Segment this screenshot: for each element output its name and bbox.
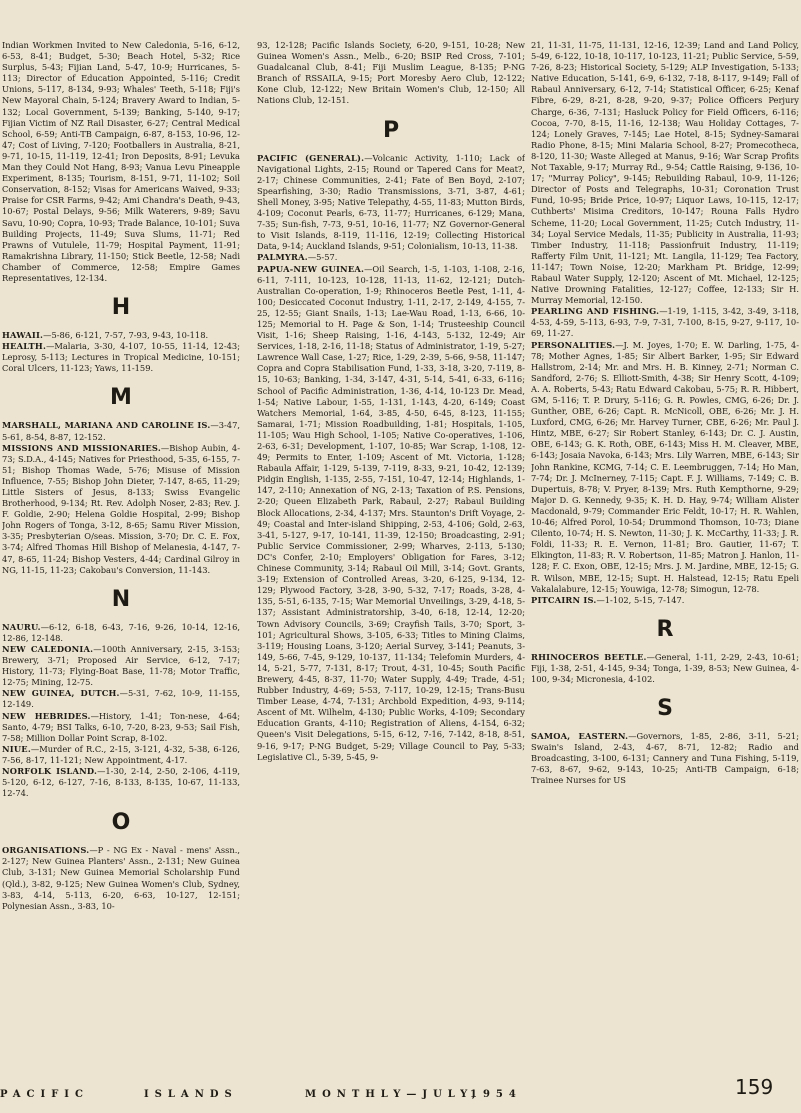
index-entry xyxy=(2,622,240,644)
footer-year: 1954 xyxy=(470,1089,522,1100)
index-entry-references: —General, 1-11, 2-29, 2-43, 10-61; Fiji, 1-38, 2-51, 4-145, 9-34; Tonga, 1-39, 8-53; New Guinea, 4-100, 9-34; Micronesia, 4-102. xyxy=(531,651,799,684)
index-entry xyxy=(531,731,799,786)
section-letter: R xyxy=(656,616,674,642)
index-entry-references: —1-19, 1-115, 3-42, 3-49, 3-118, 4-53, 4-59, 5-113, 6-93, 7-9, 7-31, 7-100, 8-15, 9-27, 9-117, 10-69, 11-27. xyxy=(531,306,799,339)
index-entry-heading: ORGANISATIONS. xyxy=(2,845,90,856)
index-entry-references: —Malaria, 3-30, 4-107, 10-55, 11-14, 12-43; Leprosy, 5-113; Lectures in Tropical Medicine, 10-151; Coral Ulcers, 11-123; Yaws, 11-159. xyxy=(2,341,240,374)
index-entry xyxy=(531,340,799,595)
index-entry xyxy=(2,644,240,688)
section-letter: N xyxy=(111,586,131,612)
index-entry-references: —Bishop Aubin, 4-73; S.D.A., 4-145; Natives for Priesthood, 5-35, 6-155, 7-51; Bishop Thomas Wade, 5-76; Misuse of Mission Influence, 7-55; Bishop John Dieter, 7-147, 8-65, 11-29; Little Sisters of Jesus, 8-133; Swiss Evangelic Brotherhood, 9-134; Rt. Rev. Adolph Noser, 2-83; Rev. J. F. Goldie, 2-90; Helena Goldie Hospital, 2-99; Bishop John Rogers of Tonga, 3-12, 8-65; Samu River Mission, 3-35; Presbyterian O/seas. Mission, 3-70; Dr. C. E. Fox, 3-74; Alfred Thomas Hill Bishop of Melanesia, 4-147, 7-47, 8-65, 11-24; Bishop Vesters, 4-44; Cardinal Gilroy in NG, 11-15, 11-23; Cakobau's Conversion, 11-143. xyxy=(2,442,240,575)
index-entry-heading: HEALTH. xyxy=(2,341,47,352)
index-entry-references: 21, 11-31, 11-75, 11-131, 12-16, 12-39; Land and Land Policy, 5-49, 6-122, 10-18, 10-117, 10-123, 11-21; Public Service, 5-59, 7-26, 8-23; Historical Society, 5-129; ALP Investigation, 5-133; Native Education, 5-141, 6-9, 6-132, 7-18, 8-117, 9-149; Fall of Rabaul Anniversary, 6-12, 7-14; Statistical Officer, 6-25; Kenaf Fibre, 6-29, 8-21, 8-28, 9-20, 9-37; Police Officers Perjury Charge, 6-36, 7-131; Hasluck Policy for Field Officers, 6-116; Cocoa, 7-70, 8-15, 11-16, 12-138; Wau Holiday Cottages, 7-124; Lonely Graves, 7-145; Lae Hotel, 8-15; Sydney-Samarai Radio Phone, 8-15; Mini Malaria School, 8-27; Promecotheca, 8-120, 11-30; Waste Alleged at Manus, 9-16; War Scrap Profits Not Taxable, 9-17; Murray Rd., 9-54; Cattle Raising, 9-136, 10-17; "Murray Policy", 9-145; Rebuilding Rabaul, 10-9, 11-126; Director of Posts and Telegraphs, 10-31; Coronation Trust Fund, 10-95; Bride Price, 10-97; Liquor Laws, 10-115, 12-17; Cuthberts' Misima Creditors, 10-147; Rouna Falls Hydro Scheme, 11-20; Local Government, 11-25; Cutch Industry, 11-34; Loyal Service Medals, 11-35; Publicity in Australia, 11-93; Timber Industry, 11-118; Passionfruit Industry, 11-119; Rafferty Film Unit, 11-121; Mt. Langila, 11-129; Tea Factory, 11-147; Town Noise, 12-20; Markham Pt. Bridge, 12-99; Rabaul Water Supply, 12-120; Ascent of Mt. Michael, 12-125; Native Drowning Fatalities, 12-127; Coffee, 12-133; Sir H. Murray Memorial, 12-150. xyxy=(531,40,799,306)
index-entry-references: —Governors, 1-85, 2-86, 3-11, 5-21; Swain's Island, 2-43, 4-67, 8-71, 12-82; Radio and Broadcasting, 3-100, 6-131; Cannery and Tuna Fishing, 5-119, 7-63, 8-67, 9-62, 9-143, 10-25; Anti-TB Campaign, 6-18; Trainee Nurses for US xyxy=(531,731,799,786)
index-entry xyxy=(2,341,240,374)
index-entry xyxy=(531,306,799,339)
index-column-middle xyxy=(257,40,525,1075)
index-entry-heading: NAURU. xyxy=(2,621,41,632)
index-entry xyxy=(2,688,240,710)
index-entry-heading: MARSHALL, MARIANA AND CAROLINE IS. xyxy=(2,420,211,431)
index-entry-heading: NORFOLK ISLAND. xyxy=(2,765,98,776)
index-entry xyxy=(2,40,240,284)
index-entry xyxy=(531,595,799,606)
index-entry xyxy=(531,40,799,306)
index-entry-heading: SAMOA, EASTERN. xyxy=(531,731,629,742)
index-entry xyxy=(2,711,240,744)
index-entry-references: —6-12, 6-18, 6-43, 7-16, 9-26, 10-14, 12-16, 12-86, 12-148. xyxy=(2,621,240,643)
index-entry-heading: PERSONALITIES. xyxy=(531,339,616,350)
index-entry-heading: PAPUA-NEW GUINEA. xyxy=(257,263,365,274)
index-entry-heading: NEW GUINEA, DUTCH. xyxy=(2,688,120,699)
index-entry-references: —P - NG Ex - Naval - mens' Assn., 2-127; New Guinea Planters' Assn., 2-131; New Guinea Club, 3-131; New Guinea Memorial Scholarship Fund (Qld.), 3-82, 9-125; New Guinea Women's Club, Sydney, 3-83, 4-14, 5-113, 6-20, 6-63, 10-127, 12-151; Polynesian Assn., 3-83, 10- xyxy=(2,845,240,911)
index-entry-references: —1-102, 5-15, 7-147. xyxy=(596,594,685,605)
index-column-left xyxy=(2,40,240,1075)
index-entry-references: —1-30, 2-14, 2-50, 2-106, 4-119, 5-120, 6-12, 6-127, 7-16, 8-133, 8-135, 10-67, 11-133, 12-74. xyxy=(2,765,240,799)
index-entry-heading: PITCAIRN IS. xyxy=(531,594,597,605)
index-entry-references: 93, 12-128; Pacific Islands Society, 6-20, 9-151, 10-28; New Guinea Women's Assn., Melb., 6-20; BSIP Red Cross, 7-101; Guadalcanal Club, 8-41; Fiji Muslim League, 8-135; P-NG Branch of RSSAILA, 9-15; Port Moresby Aero Club, 12-122; Kone Club, 12-122; New Britain Women's Club, 12-150; All Nations Club, 12-151. xyxy=(257,40,525,106)
index-entry xyxy=(2,443,240,576)
index-entry-references: —Volcanic Activity, 1-110; Lack of Navigational Lights, 2-15; Round or Tapered Cans for Meat?, 2-17; Chinese Communities, 2-41; Fate of Ben Boyd, 2-107; Spearfishing, 3-30; Radio Transmissions, 3-71, 3-87, 4-61; Shell Money, 3-95; Native Telepathy, 4-55, 11-83; Mutton Birds, 4-109; Coconut Pearls, 6-73, 11-77; Hurricanes, 6-129; Mana, 7-35; Sun-fish, 7-73, 9-51, 10-16, 11-77; NZ Governor-General to Visit Islands, 8-119, 11-116, 12-19; Collecting Historical Data, 9-14; Auckland Islands, 9-51; Colonialism, 10-13, 11-38. xyxy=(257,152,525,252)
footer-word-islands: ISLANDS xyxy=(144,1089,238,1100)
index-entry xyxy=(2,744,240,766)
index-entry xyxy=(257,40,525,107)
index-entry-references: —5-57. xyxy=(307,252,338,263)
index-entry-references: —3-47, 5-61, 8-54, 8-87, 12-152. xyxy=(2,420,240,442)
index-entry xyxy=(531,652,799,685)
index-entry-heading: RHINOCEROS BEETLE. xyxy=(531,651,647,662)
index-entry-heading: PACIFIC (GENERAL). xyxy=(257,152,365,163)
index-entry-heading: NEW HEBRIDES. xyxy=(2,710,91,721)
index-entry-heading: NIUE. xyxy=(2,743,31,754)
index-entry xyxy=(2,766,240,799)
index-entry-heading: HAWAII. xyxy=(2,330,44,341)
index-entry xyxy=(2,420,240,442)
index-entry-references: —Oil Search, 1-5, 1-103, 1-108, 2-16, 6-11, 7-111, 10-123, 10-128, 11-13, 11-62, 12-121; Dutch-Australian Co-operation, 1-9; Rhinoceros Beetle Pest, 1-11, 4-100; Desiccated Coconut Industry, 1-11, 2-17, 2-149, 4-155, 7-25, 12-55; Giant Snails, 1-13; Lae-Wau Road, 1-13, 6-66, 10-125; Memorial to H. Page & Son, 1-14; Trusteeship Council Visit, 1-16; Sheep Raising, 1-16, 4-143, 5-132, 12-49; Air Services, 1-18, 2-16, 11-18; Status of Administrator, 1-19, 5-27; Lawrence Wall Case, 1-27; Rice, 1-29, 2-39, 5-66, 9-58, 11-147; Copra and Copra Stabilisation Fund, 1-33, 3-18, 3-20, 7-119, 8-15, 10-63; Banking, 1-34, 3-147, 4-31, 5-14, 5-41, 6-33, 6-116; School of Pacific Administration, 1-36, 4-14, 10-123 Dr. Mead, 1-54; Native Labour, 1-55, 1-131, 1-143, 4-20, 6-149; Coast Watchers Memorial, 1-64, 3-85, 4-50, 6-45, 8-123, 11-155; Samarai, 1-71; Mission Roadbuilding, 1-81; Hospitals, 1-105, 11-105; Wau High School, 1-105; Native Co-operatives, 1-106, 2-63, 6-31; Development, 1-107, 10-85; War Scrap, 1-108, 12-49; Permits to Enter, 1-109; Ascent of Mt. Victoria, 1-128; Rabaula Affair, 1-129, 5-139, 7-119, 8-33, 9-21, 10-42, 12-139; Pidgin English, 1-135, 2-55, 7-151, 10-47, 12-14; Highlands, 1-147, 2-110; Annexation of NG, 2-13; Taxation of P.S. Pensions, 2-20; Queen Elizabeth Park, Rabaul, 2-27; Rabaul Building Block Allocations, 2-34, 4-137; Mrs. Staunton's Drift Voyage, 2-49; Coastal and Inter-island Shipping, 2-53, 4-106; Gold, 2-63, 3-41, 5-127, 9-17, 10-141, 11-39, 12-150; Broadcasting, 2-91; Public Service Commissioner, 2-99; Wharves, 2-113, 5-130; DC's Confer, 2-10; Employers' Obligation for Fares, 3-12; Chinese Community, 3-14; Rabaul Oil Mill, 3-14; Govt. Grants, 3-19; Extension of Controlled Areas, 3-20, 6-125, 9-134, 12-129; Plywood Factory, 3-28, 3-90, 5-32, 7-17; Roads, 3-28, 4-135, 5-51, 6-135, 7-15; War Memorial Unveilings, 3-29, 4-18, 5-137; Assistant Administratorship, 3-40, 6-18, 12-14, 12-20; Town Advisory Councils, 3-69; Crayfish Tails, 3-70; Sport, 3-101; Agricultural Shows, 3-105, 6-33; Titles to Mining Claims, 3-119; Housing Loans, 3-120; Aerial Survey, 3-141; Peanuts, 3-149, 5-66, 7-45, 9-129, 10-137, 11-134; Telefomin Murders, 4-14, 5-21, 5-77, 7-131, 8-17; Trout, 4-31, 10-45; South Pacific Brewery, 4-45, 8-37, 11-70; Water Supply, 4-49; Trade, 4-51; Rubber Industry, 4-69; 5-53, 7-117, 10-29, 12-15; Trans-Busu Timber Lease, 4-74, 7-131; Archbold Expedition, 4-93, 9-114; Ascent of Mt. Wilhelm, 4-130; Public Works, 4-109; Secondary Education Grants, 4-110; Registration of Aliens, 4-154, 6-32; Queen's Visit Delegations, 5-15, 6-12, 7-16, 7-142, 8-18, 8-51, 9-16, 9-17; P-NG Budget, 5-29; Village Council to Pay, 5-33; Legislative Cl., 5-39, 5-45, 9- xyxy=(257,263,525,762)
index-entry-references: —5-86, 6-121, 7-57, 7-93, 9-43, 10-118. xyxy=(43,330,209,341)
section-letter: P xyxy=(382,117,400,143)
index-entry-heading: NEW CALEDONIA. xyxy=(2,643,94,654)
footer-word-monthly: MONTHLY—JULY, xyxy=(305,1089,482,1100)
index-column-right xyxy=(531,40,799,1075)
index-entry xyxy=(2,330,240,341)
index-entry xyxy=(257,252,525,263)
index-entry-heading: PEARLING AND FISHING. xyxy=(531,306,660,317)
index-entry-references: —100th Anniversary, 2-15, 3-153; Brewery, 3-71; Proposed Air Service, 6-12, 7-17; History, 11-73; Flying-Boat Base, 11-78; Motor Traffic, 12-75; Mining, 12-75. xyxy=(2,643,240,688)
index-entry xyxy=(257,153,525,253)
index-entry-references: —5-31, 7-62, 10-9, 11-155, 12-149. xyxy=(2,688,240,710)
index-entry-references: —J. M. Joyes, 1-70; E. W. Darling, 1-75, 4-78; Mother Agnes, 1-85; Sir Albert Barker, 1-95; Sir Edward Hallstrom, 2-14; Mr. and Mrs. H. B. Kinney, 2-71; Norman C. Sandford, 2-76; S. Elliott-Smith, 4-38; Sir Henry Scott, 4-109; A. A. Roberts, 5-43; Ratu Edward Cakobau, 5-75; R. R. Hibbert, GM, 5-116; T. P. Drury, 5-116; G. R. Powles, CMG, 6-26; Dr. J. Gunther, OBE, 6-26; Capt. R. McNicoll, OBE, 6-26; Mr. J. H. Luxford, CMG, 6-26; Mr. Harvey Turner, CBE, 6-26; Mr. Paul J. Hintz, MBE, 6-27; Sir Robert Stanley, 6-143; Dr. C. J. Austin, OBE, 6-143; G. K. Roth, OBE, 6-143; Miss H. M. Cleaver, MBE, 6-143; Josaia Navoka, 6-143; Mrs. Lily Warren, MBE, 6-143; Sir John Rankine, KCMG, 7-14; C. E. Leembruggen, 7-14; Ho Man, 7-74; Dr. J. McInerney, 7-115; Capt. F. J. Williams, 7-149; C. B. Dupertuis, 8-78; V. Pryer, 8-139; Mrs. Ruth Kempthorne, 9-29; Major D. G. Kennedy, 9-35; K. H. D. Hay, 9-74; William Alister Macdonald, 9-79; Commander Eric Feldt, 10-17; H. R. Wahlen, 10-46; Alfred Porol, 10-54; Drummond Thomson, 10-73; Diane Cilento, 10-74; H. S. Newton, 11-30; J. K. McCarthy, 11-33; J. R. Foldi, 11-33; R. E. Vernon, 11-81; Bro. Gautier, 11-67; T. Elkington, 11-83; R. V. Robertson, 11-85; Matron J. Hanlon, 11-128; F. C. Exon, OBE, 12-15; Mrs. J. M. Jardine, MBE, 12-15; G. R. Wilson, MBE, 12-15; Supt. H. Halstead, 12-15; Ratu Epeli Vakalalabure, 12-15; Youwiga, 12-78; Simogun, 12-78. xyxy=(531,339,799,594)
section-letter: M xyxy=(110,385,132,411)
index-entry xyxy=(257,264,525,763)
index-entry-references: —Murder of R.C., 2-15, 3-121, 4-32, 5-38, 6-126, 7-56, 8-17, 11-121; New Appointment, 4-17. xyxy=(2,743,240,765)
page-footer xyxy=(0,1083,801,1107)
footer-word-pacific: PACIFIC xyxy=(0,1089,89,1100)
index-entry xyxy=(2,845,240,912)
section-letter: S xyxy=(657,696,673,722)
section-letter: H xyxy=(111,295,131,321)
page-number: 159 xyxy=(735,1075,774,1099)
index-entry-heading: PALMYRA. xyxy=(257,252,308,263)
index-entry-references: —History, 1-41; Ton-nese, 4-64; Santo, 4-79; BSI Talks, 6-10, 7-20, 8-23, 9-53; Sail Fish, 7-58; Million Dollar Point Scrap, 8-102. xyxy=(2,710,240,743)
index-entry-references: Indian Workmen Invited to New Caledonia, 5-16, 6-12, 6-53, 8-41; Budget, 5-30; Beach Hotel, 5-32; Rice Surplus, 5-43; Fijian Land, 5-47, 10-9; Hurricanes, 5-113; Director of Education Appointed, 5-116; Credit Unions, 5-117, 8-134, 9-93; Whales' Teeth, 5-118; Fiji's New Mayoral Chain, 5-124; Bravery Award to Indian, 5-132; Local Government, 5-139; Banking, 5-140, 9-17; Fijian Victim of NZ Rail Disaster, 6-27; Central Medical School, 6-59; Anti-TB Campaign, 6-87, 8-153, 10-96, 12-47; Cost of Living, 7-120; Footballers in Australia, 8-21, 9-71, 10-15, 11-119, 12-41; Iron Deposits, 8-91; Levuka Man they Could Not Hang, 8-93; Vanua Levu Pineapple Experiment, 8-135; Tourism, 8-151, 9-71, 11-102; Soil Conservation, 8-152; Visas for Americans Waived, 9-33; Praise for CSR Farms, 9-42; Ami Chandra's Death, 9-43, 10-67; Postal Delays, 9-56; Milk Waterers, 9-89; Savu Savu, 10-90; Copra, 10-93; Trade Balance, 10-101; Suva Building Projects, 11-49; Suva Slums, 11-71; Red Prawns of Vutulele, 11-79; Hospital Payment, 11-91; Ramakrishna Library, 11-150; Stick Beetle, 12-58; Nadi Chamber of Commerce, 12-58; Empire Games Representatives, 12-134. xyxy=(2,40,240,283)
index-entry-heading: MISSIONS AND MISSIONARIES. xyxy=(2,442,161,453)
section-letter: O xyxy=(111,810,131,836)
